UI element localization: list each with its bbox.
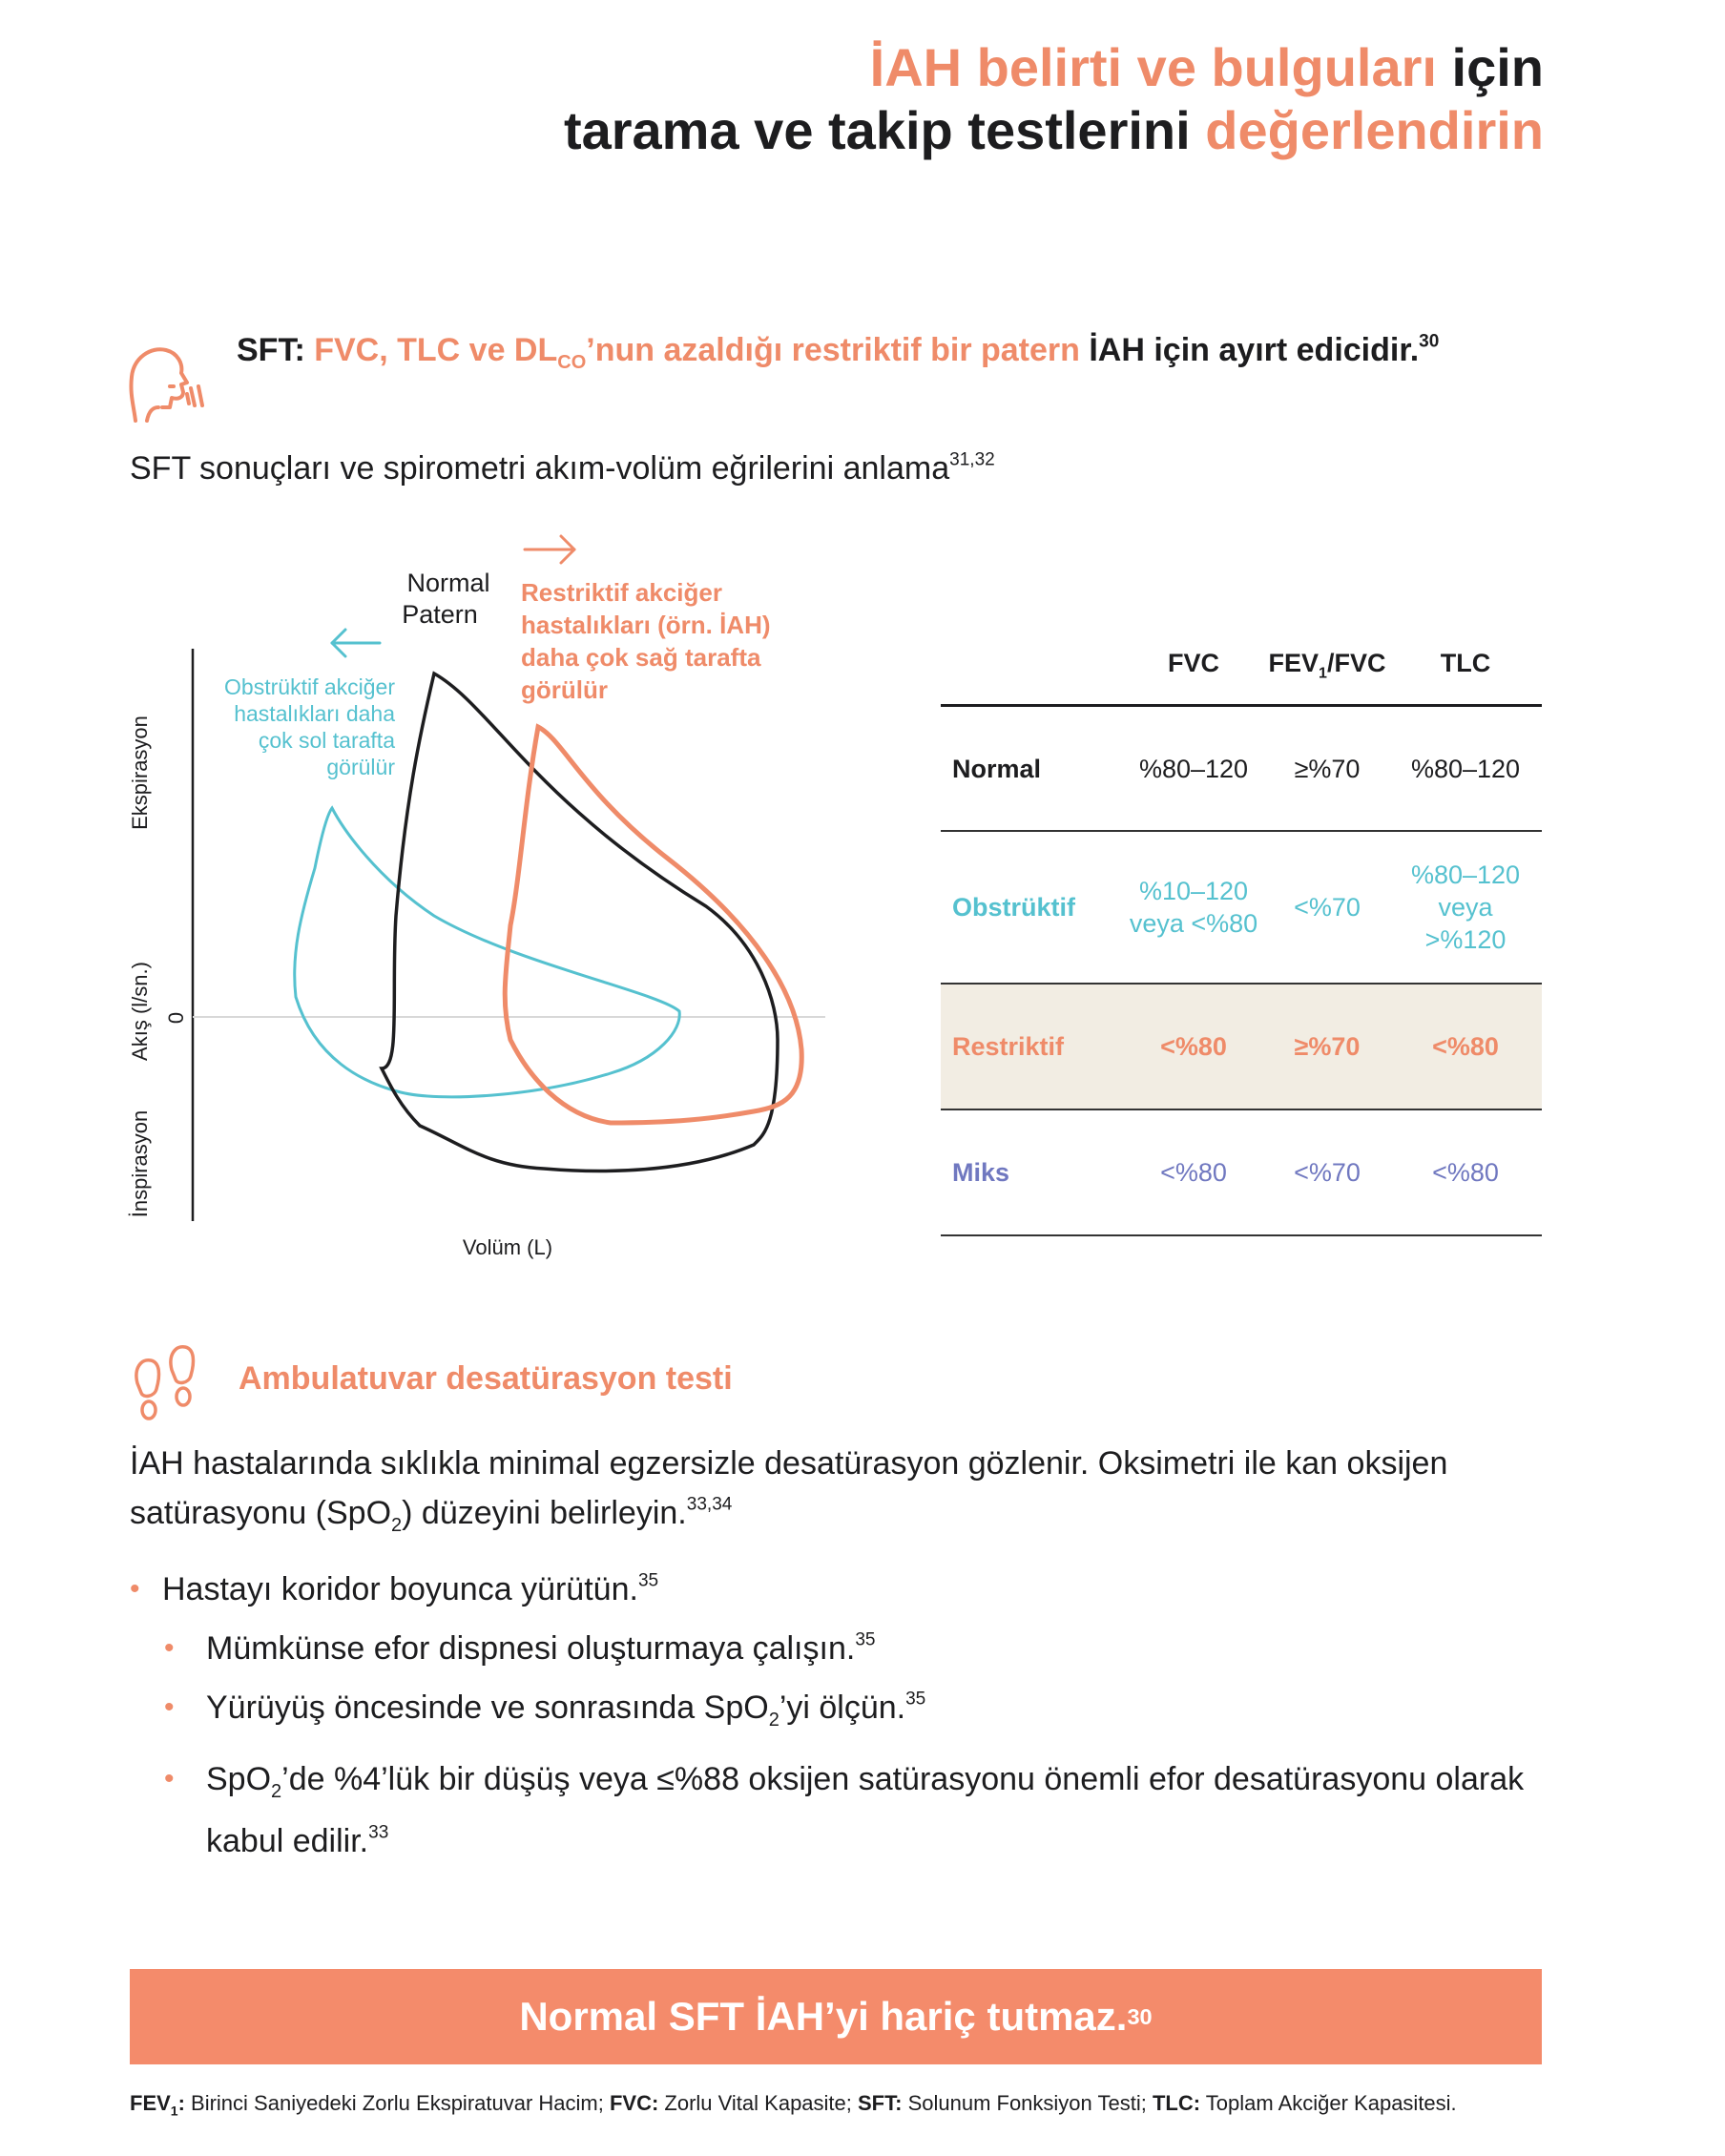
fn-fev-def: Birinci Saniyedeki Zorlu Ekspiratuvar Hacim; xyxy=(184,2091,610,2115)
cell-fvc xyxy=(1122,832,1265,983)
table-row xyxy=(941,1109,1542,1236)
section-subtitle xyxy=(130,450,995,487)
bullet-dot-icon: • xyxy=(164,1762,175,1794)
cell-fev: ≥%70 xyxy=(1294,755,1361,783)
bullet-text: Yürüyüş öncesinde ve sonrasında SpO xyxy=(206,1690,769,1726)
fn-fev-sub: 1 xyxy=(170,2103,178,2119)
x-label: Volüm (L) xyxy=(462,1235,553,1259)
row-label: Restriktif xyxy=(952,1032,1065,1061)
list-item xyxy=(130,1754,1561,1866)
row-label: Miks xyxy=(952,1158,1010,1187)
restrictive-note-line: Restriktif akciğer xyxy=(521,578,722,607)
header-fvc-part: /FVC xyxy=(1326,649,1386,677)
list-item xyxy=(130,1624,1561,1673)
fn-tlc-abbr: TLC: xyxy=(1152,2091,1201,2115)
sft-ref: 30 xyxy=(1419,331,1440,352)
ambulatory-paragraph xyxy=(130,1439,1561,1550)
bullet-dot-icon: • xyxy=(164,1632,175,1664)
bullet-text: Hastayı koridor boyunca yürütün. xyxy=(162,1571,638,1607)
cell-line: veya <%80 xyxy=(1129,909,1258,938)
sft-header xyxy=(237,332,1439,374)
bullet-ref: 35 xyxy=(637,1570,659,1591)
cell-fvc: %80–120 xyxy=(1138,755,1249,783)
header-tlc: TLC xyxy=(1440,649,1491,677)
cell-tlc: <%80 xyxy=(1432,1158,1499,1187)
table-row xyxy=(941,830,1542,983)
y-label-bottom: İnspirasyon xyxy=(128,1109,152,1218)
bullet-text: ’yi ölçün. xyxy=(779,1690,906,1726)
fn-fvc-abbr: FVC: xyxy=(609,2091,659,2115)
bullet-ref: 35 xyxy=(905,1689,926,1710)
list-item xyxy=(130,1683,1561,1745)
para-text-2: ) düzeyini belirleyin. xyxy=(402,1495,687,1531)
key-message-banner: Normal SFT İAH’yi hariç tutmaz. 30 xyxy=(130,1969,1542,2064)
header-fev1-fvc xyxy=(1256,649,1399,682)
normal-label-2: Patern xyxy=(402,600,478,629)
obstructive-note-line: Obstrüktif akciğer xyxy=(224,674,395,699)
cell-line: >%120 xyxy=(1424,925,1507,954)
table-row xyxy=(941,704,1542,831)
fn-fev-abbr xyxy=(130,2091,185,2119)
cell-tlc xyxy=(1394,832,1537,983)
sft-prefix: SFT: xyxy=(237,332,305,368)
obstructive-curve xyxy=(295,808,680,1097)
fn-fvc-def: Zorlu Vital Kapasite; xyxy=(658,2091,858,2115)
row-label: Normal xyxy=(952,755,1042,783)
fn-tlc-def: Toplam Akciğer Kapasitesi. xyxy=(1200,2091,1457,2115)
cell-fev: <%70 xyxy=(1294,893,1361,922)
y-label-mid: Akış (l/sn.) xyxy=(128,962,152,1061)
flow-volume-chart xyxy=(0,515,859,1278)
bullet-ref: 33 xyxy=(368,1822,389,1843)
bullet-dot-icon: • xyxy=(164,1691,175,1723)
cell-line: veya xyxy=(1438,893,1493,922)
header-fev-sub: 1 xyxy=(1319,665,1327,682)
fn-fev: FEV xyxy=(130,2091,171,2115)
cell-line: %10–120 xyxy=(1138,877,1249,905)
table-row-highlighted xyxy=(941,983,1542,1109)
ambulatory-title: Ambulatuvar desatürasyon testi xyxy=(239,1360,733,1397)
footnote xyxy=(130,2089,1561,2125)
cell-tlc: <%80 xyxy=(1432,1032,1499,1061)
y-label-top: Ekspirasyon xyxy=(128,715,152,830)
restrictive-note-line: görülür xyxy=(521,675,608,704)
subtitle-text: SFT sonuçları ve spirometri akım-volüm eğrilerini anlama xyxy=(130,450,950,487)
bullet-text: SpO xyxy=(206,1760,272,1797)
cell-fvc: <%80 xyxy=(1160,1032,1227,1061)
bullet-text: Mümkünse efor dispnesi oluşturmaya çalışın. xyxy=(206,1630,856,1667)
obstructive-note-line: görülür xyxy=(326,755,395,779)
cell-tlc: %80–120 xyxy=(1410,755,1521,783)
sft-orange-1: FVC, TLC ve DL xyxy=(314,332,558,368)
cell-fvc: <%80 xyxy=(1160,1158,1227,1187)
banner-text: Normal SFT İAH’yi hariç tutmaz. xyxy=(519,1994,1128,2039)
sft-orange-sub: CO xyxy=(557,351,587,373)
bullet-sub: 2 xyxy=(768,1709,779,1731)
person-breathing-icon xyxy=(124,339,210,425)
bullet-text: ’de %4’lük bir düşüş veya ≤%88 oksijen satürasyonu önemli efor desatürasyonu olarak kabul edilir. xyxy=(206,1760,1525,1859)
sft-orange-2: ’nun azaldığı restriktif bir patern xyxy=(586,332,1080,368)
title-dark-2: tarama ve takip testlerini xyxy=(563,100,1191,160)
obstructive-note xyxy=(224,674,395,779)
bullet-sub: 2 xyxy=(271,1780,282,1802)
cell-line: %80–120 xyxy=(1410,860,1521,889)
y-label-zero: 0 xyxy=(164,1011,188,1025)
fn-fev-colon: : xyxy=(177,2091,185,2115)
bullet-dot-icon: • xyxy=(130,1573,140,1605)
footprints-icon xyxy=(130,1343,202,1425)
row-label: Obstrüktif xyxy=(952,893,1076,922)
bullet-list xyxy=(130,1565,1561,1866)
bullet-ref: 35 xyxy=(855,1629,876,1650)
para-text-1: İAH hastalarında sıklıkla minimal egzersizle desatürasyon gözlenir. Oksimetri ile kan oksijen satürasyonu (SpO xyxy=(130,1445,1448,1531)
obstructive-note-line: çok sol tarafta xyxy=(258,728,395,753)
arrow-left-icon xyxy=(332,630,380,656)
cell-fev: <%70 xyxy=(1294,1158,1361,1187)
header-fvc: FVC xyxy=(1168,649,1219,677)
para-sub: 2 xyxy=(391,1514,403,1536)
subtitle-ref: 31,32 xyxy=(949,449,995,470)
title-dark-1: için xyxy=(1451,37,1544,97)
restrictive-note-line: hastalıkları (örn. İAH) xyxy=(521,611,771,639)
title-orange-2: değerlendirin xyxy=(1205,100,1544,160)
list-item xyxy=(130,1565,1561,1614)
obstructive-note-line: hastalıkları daha xyxy=(234,701,395,726)
page-title xyxy=(564,36,1544,162)
fn-sft-abbr: SFT: xyxy=(858,2091,903,2115)
cell-fev: ≥%70 xyxy=(1294,1032,1361,1061)
header-fev: FEV xyxy=(1268,649,1320,677)
normal-label-1: Normal xyxy=(406,569,490,597)
title-orange-1: İAH belirti ve bulguları xyxy=(869,37,1437,97)
restrictive-note xyxy=(521,578,771,704)
para-ref: 33,34 xyxy=(686,1494,733,1515)
restrictive-note-line: daha çok sağ tarafta xyxy=(521,643,761,672)
fn-sft-def: Solunum Fonksiyon Testi; xyxy=(902,2091,1153,2115)
sft-dark: İAH için ayırt edicidir. xyxy=(1089,332,1420,368)
arrow-right-icon xyxy=(525,536,574,563)
